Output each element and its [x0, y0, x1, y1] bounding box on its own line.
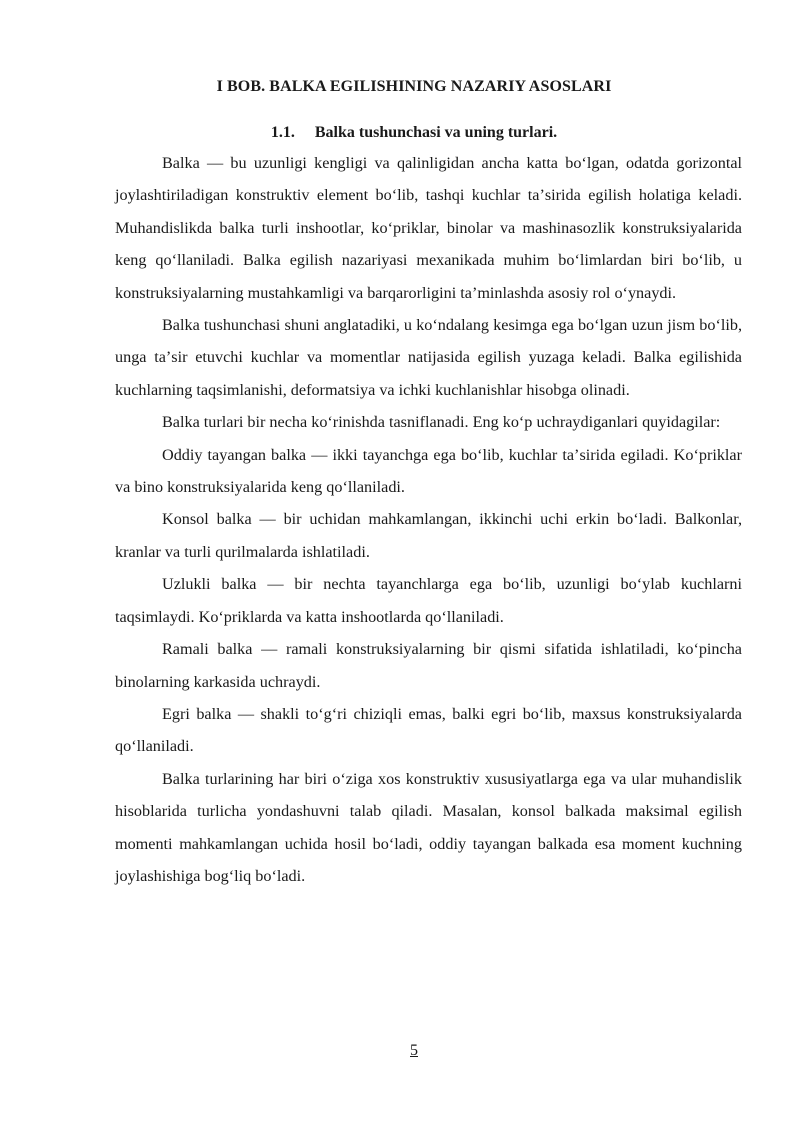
section-number: 1.1.	[270, 124, 295, 141]
paragraph-definition: Balka — bu uzunligi kengligi va qalinligidan ancha katta boʻlgan, odatda gorizontal joylashtiriladigan konstruktiv element boʻlib, tashqi kuchlar taʼsirida egilish holatiga keladi. Muhandislikda balka turli inshootlar, koʻpriklar, binolar va mashinasozlik konstruksiyalarida keng qoʻllaniladi. Balka egilish nazariyasi mexanikada muhim boʻlimlardan biri boʻlib, u konstruksiyalarning mustahkamligi va barqarorligini taʼminlashda asosiy rol oʻynaydi.	[115, 154, 742, 302]
paragraph-concept: Balka tushunchasi shuni anglatadiki, u koʻndalang kesimga ega boʻlgan uzun jism boʻlib, unga taʼsir etuvchi kuchlar va momentlar natijasida egilish yuzaga keladi. Balka egilishida kuchlarning taqsimlanishi, deformatsiya va ichki kuchlanishlar hisobga olinadi.	[115, 316, 742, 399]
paragraph-curved-beam: Egri balka — shakli toʻgʻri chiziqli emas, balki egri boʻlib, maxsus konstruksiyalarda qoʻllaniladi.	[115, 704, 742, 756]
page-number-value: 5	[410, 1042, 418, 1059]
paragraph-types-intro: Balka turlari bir necha koʻrinishda tasniflanadi. Eng koʻp uchraydiganlari quyidagilar:	[162, 413, 721, 432]
paragraph-simple-beam: Oddiy tayangan balka — ikki tayanchga ega boʻlib, kuchlar taʼsirida egiladi. Koʻpriklar va bino konstruksiyalarida keng qoʻllaniladi.	[115, 445, 742, 497]
section-heading	[28, 122, 800, 144]
body-text	[115, 147, 742, 892]
paragraph-continuous-beam: Uzlukli balka — bir nechta tayanchlarga ega boʻlib, uzunligi boʻylab kuchlarni taqsimlaydi. Koʻpriklarda va katta inshootlarda qoʻllaniladi.	[115, 575, 742, 626]
page-number	[28, 1041, 800, 1061]
paragraph-frame-beam: Ramali balka — ramali konstruksiyalarning bir qismi sifatida ishlatiladi, koʻpincha binolarning karkasida uchraydi.	[115, 640, 742, 691]
chapter-title: I BOB. BALKA EGILISHINING NAZARIY ASOSLARI	[216, 78, 612, 95]
paragraph-cantilever-beam: Konsol balka — bir uchidan mahkamlangan, ikkinchi uchi erkin boʻladi. Balkonlar, kranlar va turli qurilmalarda ishlatiladi.	[115, 510, 742, 561]
section-title: Balka tushunchasi va uning turlari.	[314, 124, 558, 141]
paragraph-conclusion: Balka turlarining har biri oʻziga xos konstruktiv xususiyatlarga ega va ular muhandislik hisoblarida turlicha yondashuvni talab qiladi. Masalan, konsol balkada maksimal egilish momenti mahkamlangan uchida hosil boʻladi, oddiy tayangan balkada esa moment kuchning joylashishiga bogʻliq boʻladi.	[115, 769, 742, 885]
